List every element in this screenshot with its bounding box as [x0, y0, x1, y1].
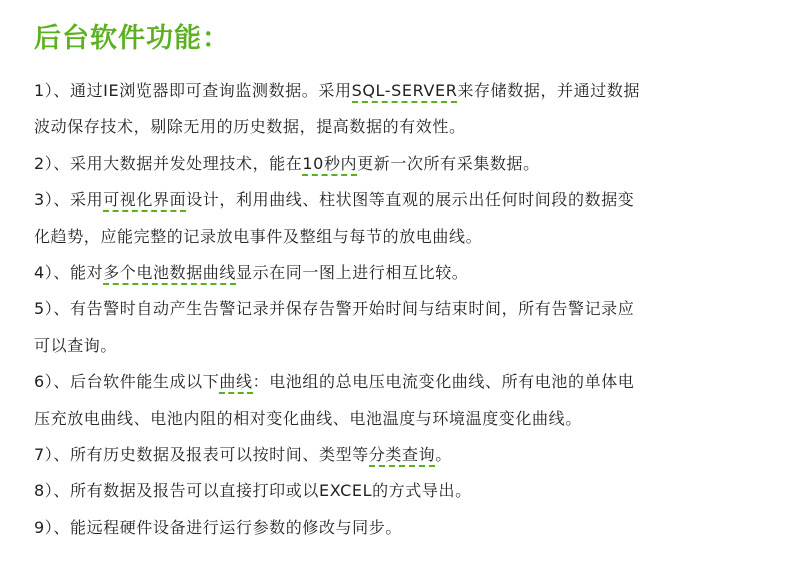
list-line — [34, 476, 774, 512]
line-text: 压充放电曲线、电池内阻的相对变化曲线、电池温度与环境温度变化曲线。 — [34, 408, 582, 428]
line-text: 8）、所有数据及报告可以直接打印或以EXCEL的方式导出。 — [34, 481, 472, 501]
line-text: 可以查询。 — [34, 335, 118, 355]
line-text: 化趋势，应能完整的记录放电事件及整组与每节的放电曲线。 — [34, 226, 483, 246]
line-text: 更新一次所有采集数据。 — [357, 153, 540, 173]
line-text: 7）、所有历史数据及报表可以按时间、类型等 — [34, 444, 369, 464]
line-text: 设计，利用曲线、柱状图等直观的展示出任何时间段的数据变 — [186, 190, 635, 210]
line-text: 1）、通过IE浏览器即可查询监测数据。采用 — [34, 81, 352, 100]
line-text: 。 — [435, 444, 452, 464]
list-line — [34, 294, 774, 330]
list-line — [34, 258, 774, 294]
list-line — [34, 367, 774, 403]
line-text: 5）、有告警时自动产生告警记录并保存告警开始时间与结束时间，所有告警记录应 — [34, 299, 635, 319]
line-text: 3）、采用 — [34, 190, 104, 210]
line-text: 9）、能远程硬件设备进行运行参数的修改与同步。 — [34, 517, 402, 537]
underlined-term: 多个电池数据曲线 — [103, 263, 236, 285]
underlined-term: 曲线 — [219, 372, 252, 394]
line-text: 2）、采用大数据并发处理技术，能在 — [34, 153, 303, 173]
line-text: 6）、后台软件能生成以下 — [34, 372, 220, 392]
list-line — [34, 112, 774, 148]
list-line — [34, 513, 774, 549]
list-line — [34, 404, 774, 440]
list-line — [34, 222, 774, 258]
underlined-term: 分类查询 — [369, 445, 435, 467]
list-line — [34, 76, 774, 112]
list-line — [34, 185, 774, 221]
line-text: ：电池组的总电压电流变化曲线、所有电池的单体电 — [252, 372, 635, 392]
underlined-term: 可视化界面 — [103, 190, 186, 212]
underlined-term: 10秒内 — [302, 154, 357, 176]
list-line — [34, 440, 774, 476]
line-text: 来存储数据，并通过数据 — [457, 81, 641, 100]
list-line — [34, 331, 774, 367]
line-text: 4）、能对 — [34, 262, 104, 282]
page-title: 后台软件功能： — [34, 23, 230, 54]
list-line — [34, 149, 774, 185]
line-text: 波动保存技术，剔除无用的历史数据，提高数据的有效性。 — [34, 117, 466, 137]
line-text: 显示在同一图上进行相互比较。 — [236, 262, 469, 282]
feature-list — [34, 76, 774, 549]
underlined-term: SQL-SERVER — [352, 81, 458, 103]
